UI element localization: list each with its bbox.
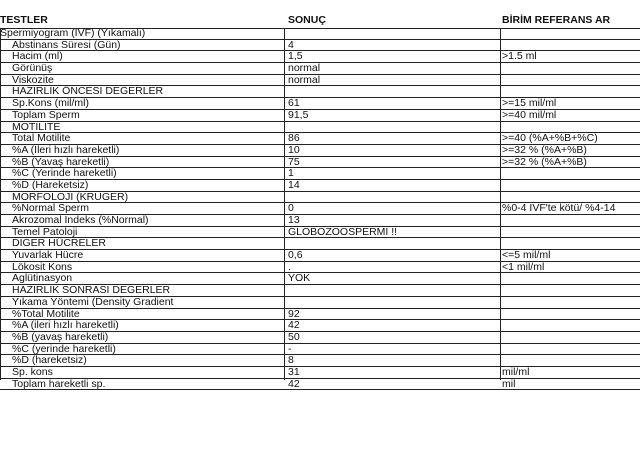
test-name-cell: %B (Yavaş hareketli) [12,156,110,168]
result-value-cell: 91,5 [288,109,309,121]
table-row [0,309,640,321]
result-value-cell: 1 [288,168,294,180]
result-value-cell: YOK [288,273,311,285]
table-row [0,157,640,169]
table-row [0,133,640,145]
unit-reference-cell: mil [502,378,516,390]
result-value-cell: 1,5 [288,51,303,63]
test-name-cell: HAZIRLIK SONRASI DEĞERLER [12,285,171,297]
table-row [0,98,640,110]
result-value-cell: 86 [288,133,300,145]
section-header-row [0,192,640,204]
test-name-cell: Akrozomal İndeks (%Normal) [12,215,149,226]
test-name-cell: Spermiyogram (IVF) (Yıkamalı) [0,28,146,39]
result-value-cell: normal [288,63,321,75]
results-table [0,28,640,390]
table-row [0,168,640,180]
table-row [0,273,640,285]
section-header-row [0,122,640,134]
table-row [0,344,640,356]
result-value-cell: GLOBOZOOSPERMİ !! [288,226,398,238]
table-row [0,110,640,122]
result-value-cell: 31 [288,366,300,378]
unit-reference-cell: >=40 (%A+%B+%C) [502,133,598,145]
test-name-cell: %A (ileri hızlı hareketli) [12,320,119,332]
result-value-cell: 14 [288,179,300,191]
table-row [0,379,640,391]
table-row [0,51,640,63]
test-name-cell: Yuvarlak Hücre [12,250,84,262]
test-name-cell: Total Motilite [12,133,71,145]
table-row [0,75,640,87]
table-row [0,215,640,227]
result-value-cell: 61 [288,98,300,110]
result-value-cell: 4 [288,39,294,51]
unit-reference-cell: >=15 mil/ml [502,98,557,110]
test-name-cell: %D (Hareketsiz) [12,179,89,191]
test-name-cell: Hacim (ml) [12,51,63,63]
header-unit-reference-label: BİRİM REFERANS AR [502,14,611,26]
section-header-row [0,86,640,98]
unit-reference-cell: >=40 mil/ml [502,109,557,121]
result-value-cell: 0 [288,203,294,215]
section-header-row [0,238,640,250]
result-value-cell: 50 [288,331,300,343]
result-value-cell: 13 [288,215,300,226]
table-row [0,40,640,52]
test-name-cell: Yıkama Yöntemi (Density Gradient [12,296,174,308]
test-name-cell: Temel Patoloji [12,226,78,238]
unit-reference-cell: <1 mil/ml [502,261,545,273]
table-row [0,332,640,344]
test-name-cell: Toplam hareketli sp. [12,378,106,390]
test-name-cell: Toplam Sperm [12,109,80,121]
result-value-cell: 42 [288,378,300,390]
test-name-cell: Lökosit Kons [12,261,73,273]
table-row [0,63,640,75]
test-name-cell: Abstinans Süresi (Gün) [12,39,121,51]
table-row [0,227,640,239]
header-result-label: SONUÇ [288,14,326,26]
result-value-cell: 42 [288,320,300,332]
table-row [0,145,640,157]
table-row [0,297,640,309]
header-tests-label: TESTLER [0,14,48,26]
table-row [0,262,640,274]
unit-reference-cell: <=5 mil/ml [502,250,551,262]
table-row [0,320,640,332]
test-name-cell: MOTİLİTE [12,121,61,133]
test-name-cell: %D (hareketsiz) [12,355,87,367]
test-name-cell: HAZIRLIK ÖNCESİ DEĞERLER [12,86,164,98]
table-row [0,203,640,215]
test-name-cell: Aglütinasyon [12,273,73,285]
table-row [0,367,640,379]
test-name-cell: Görünüş [12,63,53,75]
test-name-cell: DİĞER HÜCRELER [12,238,106,250]
result-value-cell: 8 [288,355,294,367]
test-name-cell: MORFOLOJİ (KRUGER) [12,191,129,203]
result-value-cell: . [288,261,291,273]
unit-reference-cell: %0-4 IVF'te kötü/ %4-14 [502,203,616,215]
unit-reference-cell: >=32 % (%A+%B) [502,144,587,156]
test-name-cell: %C (yerinde hareketli) [12,343,116,355]
section-header-row [0,285,640,297]
test-name-cell: Sp. kons [12,366,53,378]
table-row [0,250,640,262]
table-row [0,180,640,192]
result-value-cell: 92 [288,308,300,320]
result-value-cell: normal [288,74,321,86]
table-header [0,0,640,29]
test-name-cell: %B (yavaş hareketli) [12,331,109,343]
unit-reference-cell: mil/ml [502,366,530,378]
test-name-cell: %A (İleri hızlı hareketli) [12,144,120,156]
unit-reference-cell: >=32 % (%A+%B) [502,156,587,168]
unit-reference-cell: >1.5 ml [502,51,537,63]
test-name-cell: Sp.Kons (mil/ml) [12,98,90,110]
table-row [0,355,640,367]
section-header-row [0,28,640,40]
test-name-cell: %C (Yerinde hareketli) [12,168,117,180]
result-value-cell: 0,6 [288,250,303,262]
test-name-cell: %Normal Sperm [12,203,90,215]
test-name-cell: Viskozite [12,74,54,86]
result-value-cell: 75 [288,156,300,168]
result-value-cell: - [288,343,292,355]
test-name-cell: %Total Motilite [12,308,80,320]
result-value-cell: 10 [288,144,300,156]
